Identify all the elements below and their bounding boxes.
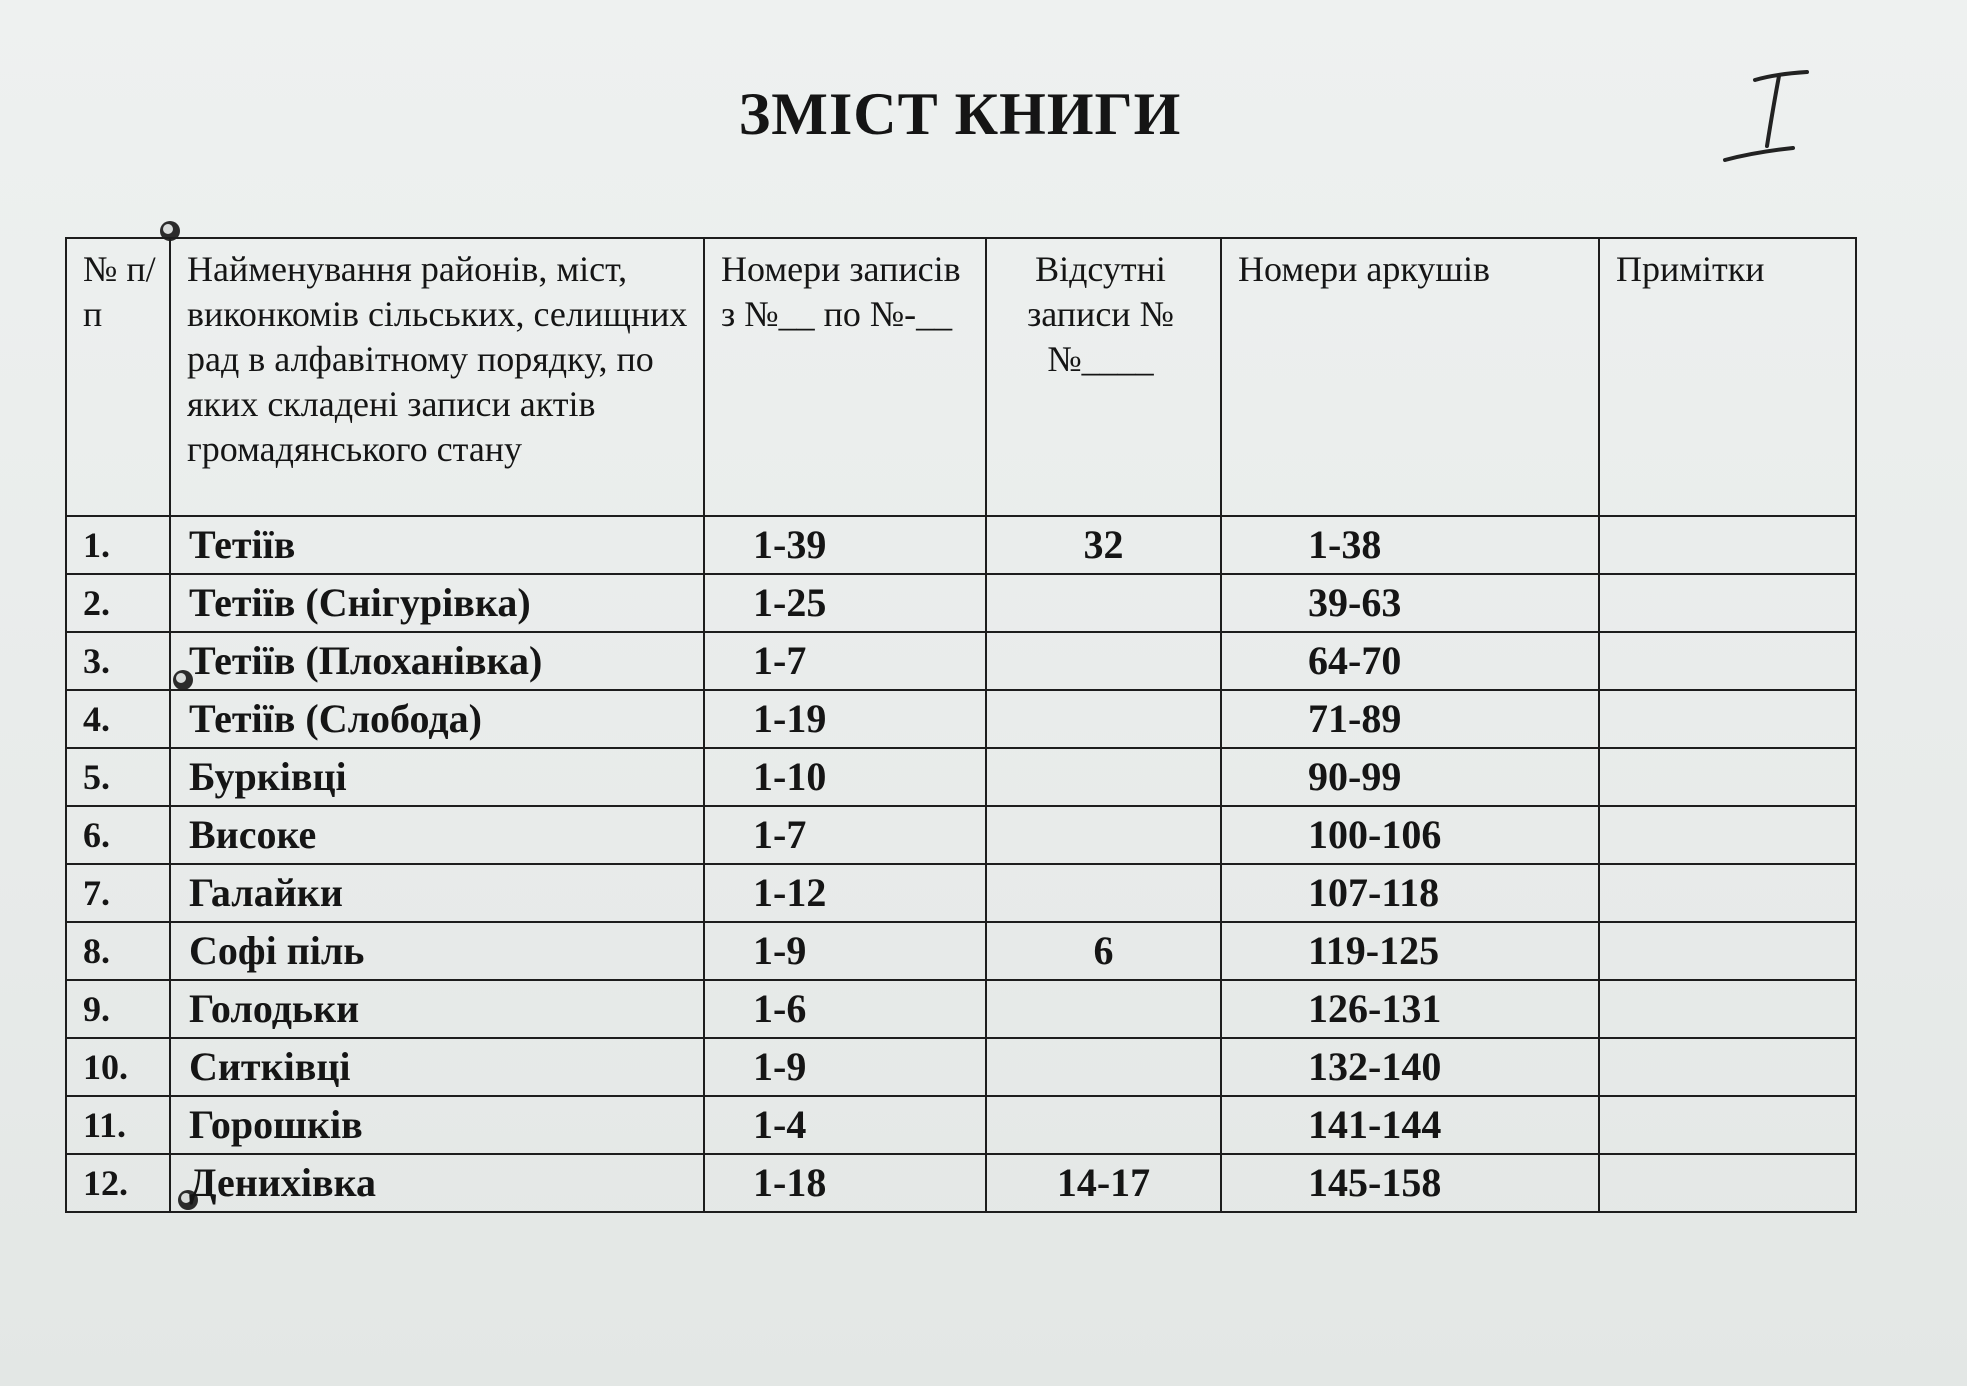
row-name: Тетіїв (Снігурівка) — [170, 574, 704, 632]
row-missing — [986, 632, 1221, 690]
table-row — [66, 632, 1856, 690]
row-sheets: 1-38 — [1221, 516, 1599, 574]
row-records: 1-25 — [704, 574, 986, 632]
row-notes — [1599, 690, 1856, 748]
row-num: 6. — [66, 806, 170, 864]
row-missing — [986, 690, 1221, 748]
row-missing — [986, 1038, 1221, 1096]
row-sheets: 71-89 — [1221, 690, 1599, 748]
header-notes: Примітки — [1599, 238, 1856, 516]
table-row — [66, 690, 1856, 748]
row-num: 9. — [66, 980, 170, 1038]
table-row — [66, 574, 1856, 632]
row-name: Бурківці — [170, 748, 704, 806]
row-num: 10. — [66, 1038, 170, 1096]
row-name: Галайки — [170, 864, 704, 922]
handwritten-roman-numeral-mark — [1715, 60, 1825, 170]
row-notes — [1599, 1154, 1856, 1212]
row-missing — [986, 748, 1221, 806]
row-num: 11. — [66, 1096, 170, 1154]
row-sheets: 145-158 — [1221, 1154, 1599, 1212]
row-records: 1-6 — [704, 980, 986, 1038]
row-num: 8. — [66, 922, 170, 980]
table-row — [66, 806, 1856, 864]
row-num: 12. — [66, 1154, 170, 1212]
table-row — [66, 748, 1856, 806]
row-name: Голодьки — [170, 980, 704, 1038]
row-missing — [986, 980, 1221, 1038]
row-records: 1-7 — [704, 632, 986, 690]
row-records: 1-12 — [704, 864, 986, 922]
table-row — [66, 864, 1856, 922]
row-records: 1-4 — [704, 1096, 986, 1154]
row-missing: 6 — [986, 922, 1221, 980]
row-name: Тетіїв (Слобода) — [170, 690, 704, 748]
row-missing: 14-17 — [986, 1154, 1221, 1212]
row-notes — [1599, 516, 1856, 574]
row-sheets: 126-131 — [1221, 980, 1599, 1038]
row-notes — [1599, 806, 1856, 864]
row-sheets: 141-144 — [1221, 1096, 1599, 1154]
row-sheets: 107-118 — [1221, 864, 1599, 922]
row-records: 1-39 — [704, 516, 986, 574]
row-missing — [986, 806, 1221, 864]
table-row — [66, 1154, 1856, 1212]
row-name: Тетіїв (Плоханівка) — [170, 632, 704, 690]
row-missing — [986, 1096, 1221, 1154]
row-notes — [1599, 922, 1856, 980]
row-notes — [1599, 748, 1856, 806]
table-header-row — [66, 238, 1856, 516]
row-records: 1-18 — [704, 1154, 986, 1212]
row-records: 1-9 — [704, 922, 986, 980]
row-missing — [986, 864, 1221, 922]
contents-table — [65, 237, 1857, 1213]
row-notes — [1599, 574, 1856, 632]
row-name: Горошків — [170, 1096, 704, 1154]
row-name: Високе — [170, 806, 704, 864]
document-title: ЗМІСТ КНИГИ — [738, 81, 1182, 147]
row-notes — [1599, 980, 1856, 1038]
row-missing — [986, 574, 1221, 632]
row-name: Софі піль — [170, 922, 704, 980]
row-missing: 32 — [986, 516, 1221, 574]
table-row — [66, 516, 1856, 574]
row-name: Денихівка — [170, 1154, 704, 1212]
row-records: 1-19 — [704, 690, 986, 748]
row-notes — [1599, 1096, 1856, 1154]
row-sheets: 100-106 — [1221, 806, 1599, 864]
row-num: 5. — [66, 748, 170, 806]
row-sheets: 119-125 — [1221, 922, 1599, 980]
row-num: 1. — [66, 516, 170, 574]
row-name: Тетіїв — [170, 516, 704, 574]
table-row — [66, 1038, 1856, 1096]
row-sheets: 39-63 — [1221, 574, 1599, 632]
table-row — [66, 980, 1856, 1038]
row-num: 2. — [66, 574, 170, 632]
row-records: 1-7 — [704, 806, 986, 864]
row-notes — [1599, 1038, 1856, 1096]
row-sheets: 132-140 — [1221, 1038, 1599, 1096]
table-row — [66, 1096, 1856, 1154]
table-row — [66, 922, 1856, 980]
row-sheets: 90-99 — [1221, 748, 1599, 806]
row-num: 7. — [66, 864, 170, 922]
row-sheets: 64-70 — [1221, 632, 1599, 690]
row-records: 1-9 — [704, 1038, 986, 1096]
row-num: 4. — [66, 690, 170, 748]
header-name: Найменування районів, міст, виконкомів сільських, селищних рад в алфавітному порядку, по яких складені записи актів громадянського стану — [170, 238, 704, 516]
header-missing: Відсутні записи №№____ — [986, 238, 1221, 516]
header-num: № п/п — [66, 238, 170, 516]
row-num: 3. — [66, 632, 170, 690]
header-records: Номери записів з №__ по №-__ — [704, 238, 986, 516]
row-records: 1-10 — [704, 748, 986, 806]
row-notes — [1599, 864, 1856, 922]
row-name: Ситківці — [170, 1038, 704, 1096]
header-sheets: Номери аркушів — [1221, 238, 1599, 516]
row-notes — [1599, 632, 1856, 690]
